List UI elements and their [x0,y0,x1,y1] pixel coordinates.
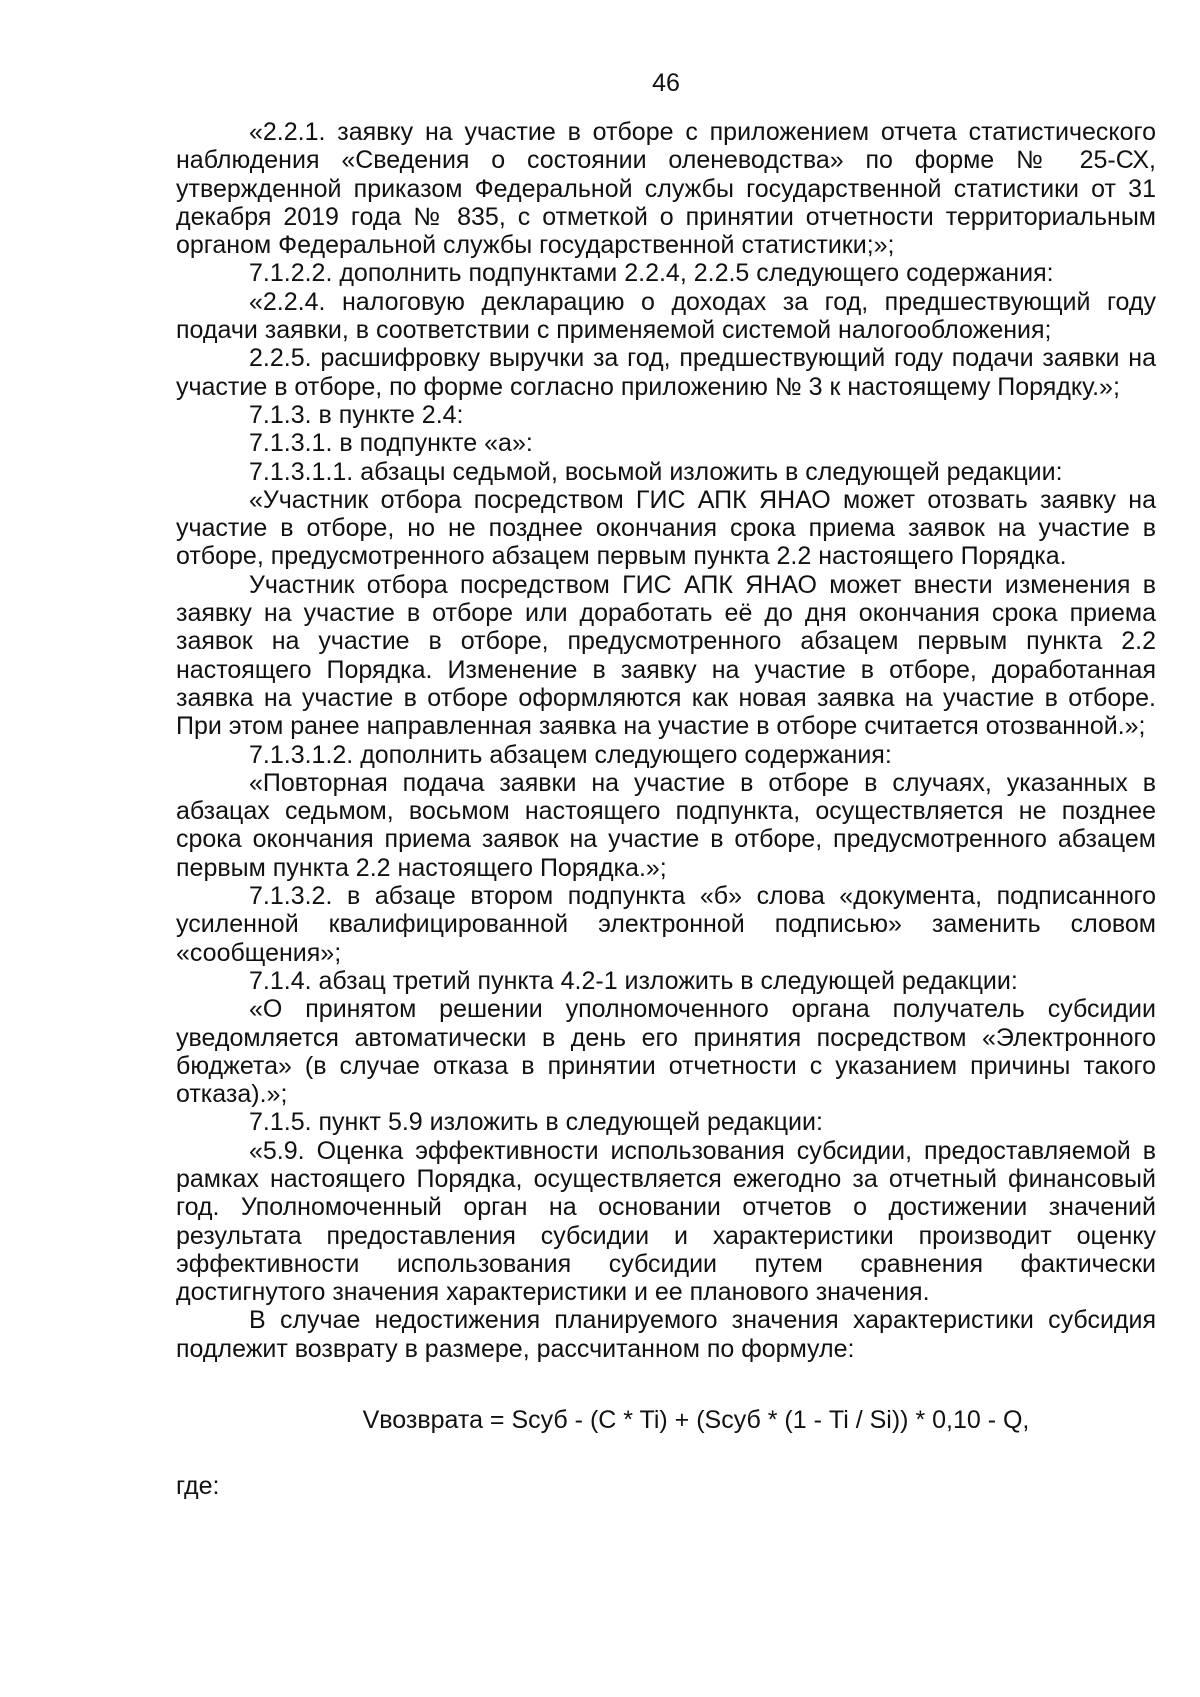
paragraph-7-1-5: 7.1.5. пункт 5.9 изложить в следующей редакции: [249,1108,823,1137]
paragraph-7-1-2-2: 7.1.2.2. дополнить подпунктами 2.2.4, 2.2.5 следующего содержания: [249,259,1054,288]
paragraph-resubmission: «Повторная подача заявки на участие в отборе в случаях, указанных в абзацах седьмом, восьмом настоящего подпункта, осуществляется не позднее срока окончания приема заявок на участие в отборе, предусмотренного абзацем первым пункта 2.2 настоящего Порядка.»; [176,768,1156,882]
document-page [176,68,1156,1501]
paragraph-withdraw-application: «Участник отбора посредством ГИС АПК ЯНАО может отозвать заявку на участие в отборе, но не позднее окончания срока приема заявок на участие в отборе, предусмотренного абзацем первым пункта 2.2 настоящего Порядка. [176,485,1156,571]
page-number: 46 [652,69,680,97]
paragraph-7-1-3: 7.1.3. в пункте 2.4: [249,400,464,429]
paragraph-7-1-3-1: 7.1.3.1. в подпункте «а»: [249,429,533,458]
paragraph-7-1-3-2: 7.1.3.2. в абзаце втором подпункта «б» слова «документа, подписанного усиленной квалифицированной электронной подписью» заменить словом «сообщения»; [176,882,1156,967]
paragraph-7-1-3-1-1: 7.1.3.1.1. абзацы седьмой, восьмой изложить в следующей редакции: [249,457,1063,486]
paragraph-refund: В случае недостижения планируемого значения характеристики субсидия подлежит возврату в размере, рассчитанном по формуле: [176,1306,1156,1363]
paragraph-decision-notice: «О принятом решении уполномоченного органа получатель субсидии уведомляется автоматически в день его принятия посредством «Электронного бюджета» (в случае отказа в принятии отчетности с указанием причины такого отказа).»; [176,995,1156,1109]
paragraph-2-2-1: «2.2.1. заявку на участие в отборе с приложением отчета статистического наблюдения «Сведения о состоянии оленеводства» по форме № 25-СХ, утвержденной приказом Федеральной службы государственной статистики от 31 декабря 2019 года № 835, с отметкой о принятии отчетности территориальным органом Федеральной службы государственной статистики;»; [176,118,1156,260]
paragraph-7-1-3-1-2: 7.1.3.1.2. дополнить абзацем следующего содержания: [249,740,892,769]
paragraph-2-2-4: «2.2.4. налоговую декларацию о доходах за год, предшествующий году подачи заявки, в соответствии с применяемой системой налогообложения; [176,287,1156,345]
paragraph-2-2-5: 2.2.5. расшифровку выручки за год, предшествующий году подачи заявки на участие в отборе, по форме согласно приложению № 3 к настоящему Порядку.»; [176,344,1156,401]
paragraph-7-1-4: 7.1.4. абзац третий пункта 4.2-1 изложить в следующей редакции: [249,966,1018,995]
paragraph-5-9: «5.9. Оценка эффективности использования субсидии, предоставляемой в рамках настоящего Порядка, осуществляется ежегодно за отчетный финансовый год. Уполномоченный орган на основании отчетов о достижении значений результата предоставления субсидии и характеристики производит оценку эффективности использования субсидии путем сравнения фактически достигнутого значения характеристики и ее планового значения. [176,1136,1156,1307]
paragraph-amend-application: Участник отбора посредством ГИС АПК ЯНАО может внести изменения в заявку на участие в отборе или доработать её до дня окончания срока приема заявок на участие в отборе, предусмотренного абзацем первым пункта 2.2 настоящего Порядка. Изменение в заявку на участие в отборе, доработанная заявка на участие в отборе оформляются как новая заявка на участие в отборе. При этом ранее направленная заявка на участие в отборе считается отозванной.»; [176,570,1156,741]
refund-formula: Vвозврата = Sсуб - (C * Ti) + (Sсуб * (1 - Ti / Si)) * 0,10 - Q, [362,1406,1030,1435]
where-label: где: [176,1472,220,1501]
